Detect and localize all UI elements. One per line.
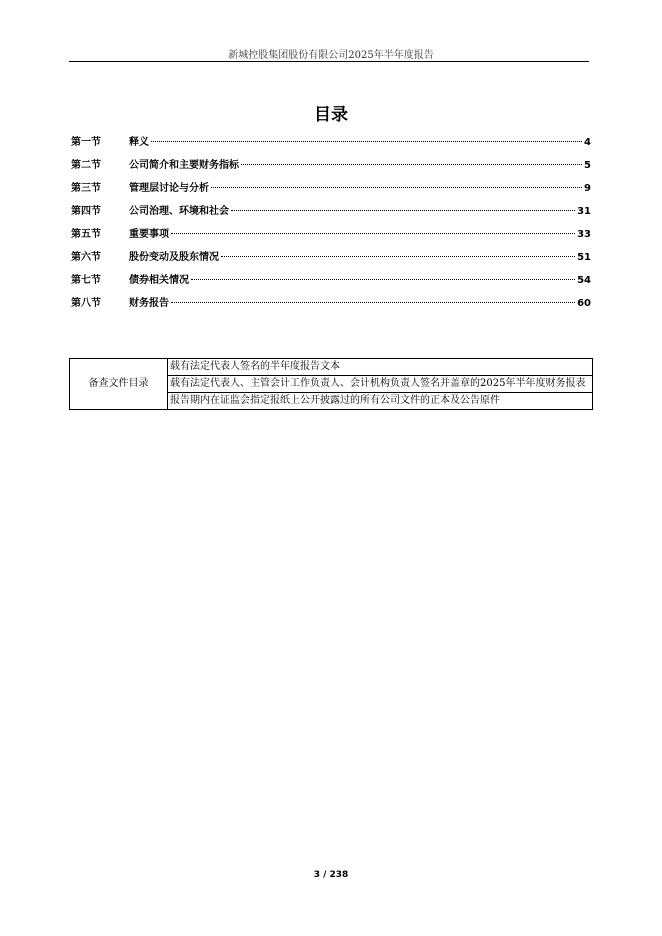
reference-document-item: 载有法定代表人签名的半年度报告文本 [168,359,593,376]
toc-entry[interactable] [71,133,591,156]
toc-entry[interactable] [71,225,591,248]
toc-section-number: 第七节 [71,275,101,286]
toc-leader-dots [191,279,575,280]
toc-page-number: 9 [584,183,591,194]
toc-section-number: 第六节 [71,252,101,263]
toc-entry[interactable] [71,202,591,225]
toc-section-title: 管理层讨论与分析 [129,183,209,194]
toc-section-title: 重要事项 [129,229,169,240]
toc-leader-dots [231,210,575,211]
toc-leader-dots [221,256,575,257]
running-header: 新城控股集团股份有限公司2025年半年度报告 [228,50,434,61]
toc-page-number: 54 [577,275,591,286]
reference-document-item: 载有法定代表人、主管会计工作负责人、会计机构负责人签名并盖章的2025年半年度财务报表 [168,376,593,393]
toc-leader-dots [171,302,575,303]
toc-section-title: 债券相关情况 [129,275,189,286]
toc-section-title: 释义 [129,137,149,148]
toc-leader-dots [151,141,582,142]
toc-page-number: 51 [577,252,591,263]
toc-entry[interactable] [71,179,591,202]
toc-leader-dots [171,233,575,234]
reference-documents-heading: 备查文件目录 [70,359,168,410]
header-rule [69,61,589,62]
toc-section-number: 第四节 [71,206,101,217]
toc-section-number: 第三节 [71,183,101,194]
toc-page-number: 33 [577,229,591,240]
toc-leader-dots [241,164,582,165]
toc-section-title: 公司治理、环境和社会 [129,206,229,217]
reference-documents-table [69,358,593,410]
toc-leader-dots [211,187,582,188]
toc-section-title: 公司简介和主要财务指标 [129,160,239,171]
table-of-contents [71,133,591,317]
toc-page-number: 4 [584,137,591,148]
toc-entry[interactable] [71,156,591,179]
table-row [70,359,593,376]
page-indicator: 3 / 238 [313,870,349,880]
toc-page-number: 31 [577,206,591,217]
toc-section-title: 股份变动及股东情况 [129,252,219,263]
toc-page-number: 5 [584,160,591,171]
toc-entry[interactable] [71,271,591,294]
toc-entry[interactable] [71,248,591,271]
toc-section-number: 第五节 [71,229,101,240]
toc-entry[interactable] [71,294,591,317]
toc-section-number: 第八节 [71,298,101,309]
toc-page-number: 60 [577,298,591,309]
toc-section-title: 财务报告 [129,298,169,309]
toc-section-number: 第一节 [71,137,101,148]
page-title: 目录 [314,105,348,125]
toc-section-number: 第二节 [71,160,101,171]
reference-document-item: 报告期内在证监会指定报纸上公开披露过的所有公司文件的正本及公告原件 [168,393,593,410]
